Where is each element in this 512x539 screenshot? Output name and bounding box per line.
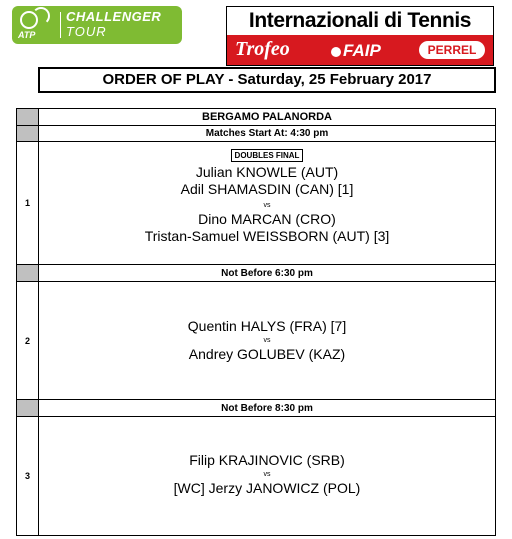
team2-player: Dino MARCAN (CRO) bbox=[198, 211, 336, 227]
not-before-corner bbox=[17, 400, 39, 416]
sponsor-banner bbox=[226, 6, 494, 66]
start-time-corner bbox=[17, 126, 39, 141]
player1: Filip KRAJINOVIC (SRB) bbox=[189, 452, 345, 468]
court-name: BERGAMO PALANORDA bbox=[202, 111, 332, 123]
team1-player: Adil SHAMASDIN (CAN) [1] bbox=[180, 181, 354, 197]
match-row bbox=[17, 142, 495, 265]
vs-label: vs bbox=[263, 337, 271, 344]
perrel-logo: PERREL bbox=[419, 41, 485, 59]
vs-label: vs bbox=[263, 471, 271, 478]
match-number: 1 bbox=[17, 142, 39, 264]
faip-label: FAIP bbox=[343, 41, 381, 60]
faip-logo bbox=[331, 41, 381, 61]
player2: Andrey GOLUBEV (KAZ) bbox=[188, 346, 346, 362]
schedule-table bbox=[16, 108, 496, 536]
tennis-ball-icon bbox=[20, 11, 38, 29]
faip-mark-icon bbox=[331, 47, 341, 57]
vs-label: vs bbox=[263, 202, 271, 209]
match-number: 3 bbox=[17, 417, 39, 535]
not-before-time: Not Before 6:30 pm bbox=[221, 267, 313, 279]
sponsor-title: Internazionali di Tennis bbox=[248, 9, 472, 32]
page-title: ORDER OF PLAY - Saturday, 25 February 2017 bbox=[38, 67, 496, 93]
atp-challenger-tour-logo bbox=[12, 6, 182, 44]
court-header-row bbox=[17, 109, 495, 126]
round-badge: DOUBLES FINAL bbox=[231, 149, 304, 162]
trofeo-logo: Trofeo bbox=[235, 38, 290, 60]
not-before-time: Not Before 8:30 pm bbox=[221, 402, 313, 414]
match-row bbox=[17, 282, 495, 400]
team2-player: Tristan-Samuel WEISSBORN (AUT) [3] bbox=[144, 228, 390, 244]
logo-divider bbox=[60, 12, 61, 38]
sponsor-band bbox=[227, 35, 493, 65]
start-time: Matches Start At: 4:30 pm bbox=[205, 128, 329, 139]
not-before-corner bbox=[17, 265, 39, 281]
not-before-row bbox=[17, 265, 495, 282]
start-time-row bbox=[17, 126, 495, 142]
atp-mark: ATP bbox=[18, 30, 36, 40]
match-row bbox=[17, 417, 495, 535]
atp-subtitle: TOUR bbox=[66, 24, 107, 39]
atp-title: CHALLENGER bbox=[66, 9, 162, 24]
court-header-corner bbox=[17, 109, 39, 125]
match-body bbox=[39, 142, 495, 264]
match-number: 2 bbox=[17, 282, 39, 399]
match-body bbox=[39, 282, 495, 399]
team1-player: Julian KNOWLE (AUT) bbox=[195, 164, 339, 180]
match-body bbox=[39, 417, 495, 535]
not-before-row bbox=[17, 400, 495, 417]
player2: [WC] Jerzy JANOWICZ (POL) bbox=[173, 480, 361, 496]
player1: Quentin HALYS (FRA) [7] bbox=[187, 318, 347, 334]
